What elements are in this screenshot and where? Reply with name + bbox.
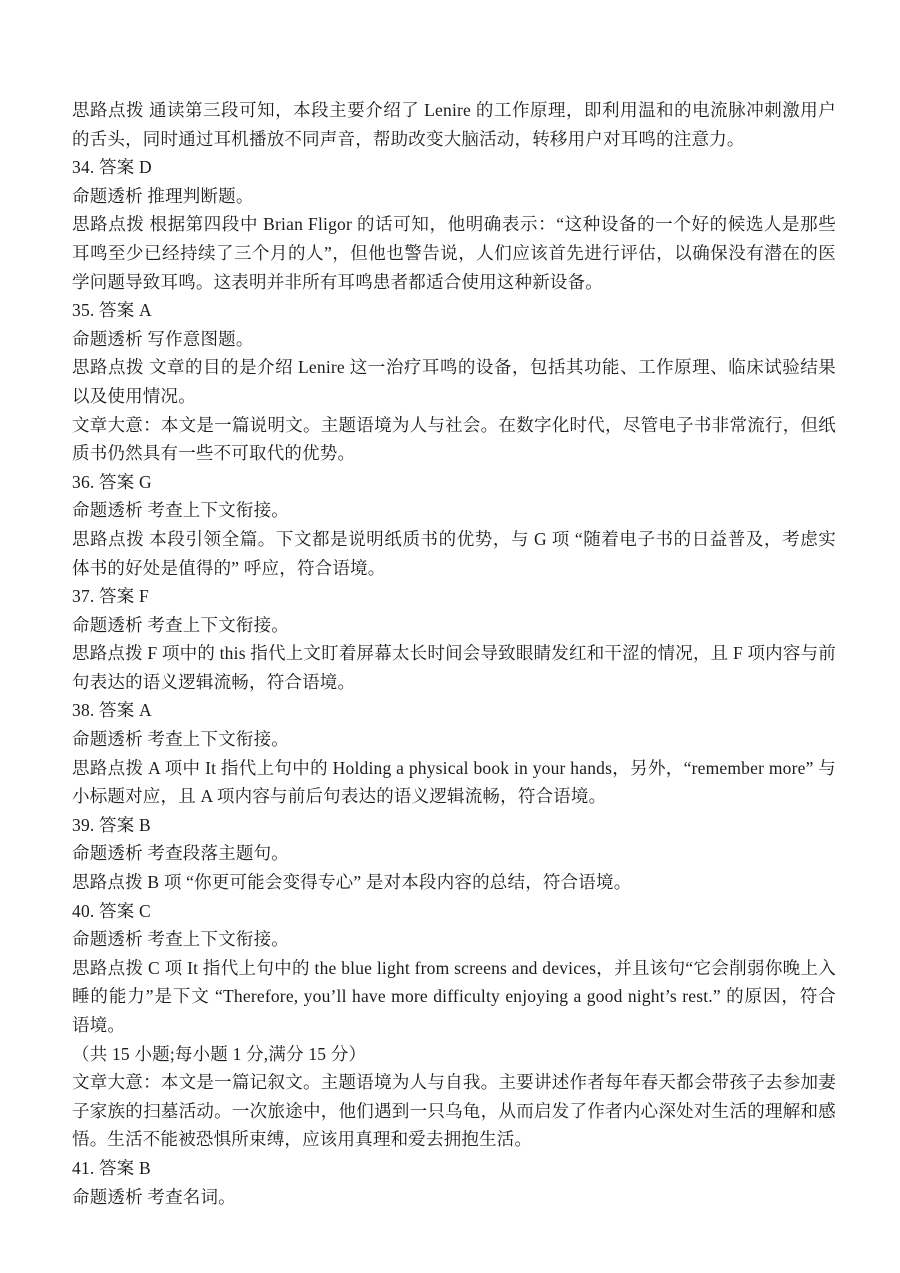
analysis-line-38: 命题透析 考查上下文衔接。 [72,729,289,750]
tip-line-37: 思路点拨 F 项中的 this 指代上文盯着屏幕太长时间会导致眼睛发红和干涩的情况，且 F 项内容与前句表达的语义逻辑流畅，符合语境。 [72,643,836,692]
tip-line-38: 思路点拨 A 项中 It 指代上句中的 Holding a physical book in your hands，另外，“remember more” 与小标题对应，且 A 项内容与前后句表达的语义逻辑流畅，符合语境。 [72,757,836,807]
tip-line-36: 思路点拨 本段引领全篇。下文都是说明纸质书的优势，与 G 项 “随着电子书的日益普及，考虑实体书的好处是值得的” 呼应，符合语境。 [72,528,836,578]
answer-line-40: 40. 答案 C [72,900,151,921]
tip-line-34: 思路点拨 根据第四段中 Brian Fligor 的话可知，他明确表示：“这种设备的一个好的候选人是那些耳鸣至少已经持续了三个月的人”，但他也警告说，人们应该首先进行评估，以确保没有潜在的医学问题导致耳鸣。这表明并非所有耳鸣患者都适合使用这种新设备。 [72,214,836,292]
answer-line-36: 36. 答案 G [72,471,152,492]
analysis-line-36: 命题透析 考查上下文衔接。 [72,500,289,521]
tip-line-40: 思路点拨 C 项 It 指代上句中的 the blue light from screens and devices，并且该句“它会削弱你晚上入睡的能力”是下文 “Therefore, you’ll have more difficulty enjoying a good night’s rest.” 的原因，符合语境。 [72,957,836,1035]
analysis-line-41: 命题透析 考查名词。 [72,1186,236,1207]
answer-line-37: 37. 答案 F [72,586,149,607]
analysis-line-37: 命题透析 考查上下文衔接。 [72,614,289,635]
analysis-line-35: 命题透析 写作意图题。 [72,328,254,349]
score-note: （共 15 小题;每小题 1 分,满分 15 分） [72,1043,367,1064]
answer-line-34: 34. 答案 D [72,157,152,178]
analysis-line-39: 命题透析 考查段落主题句。 [72,843,289,864]
tip-line-39: 思路点拨 B 项 “你更可能会变得专心” 是对本段内容的总结，符合语境。 [72,872,632,893]
answer-line-38: 38. 答案 A [72,700,152,721]
answer-line-35: 35. 答案 A [72,300,152,321]
tip-line-q33: 思路点拨 通读第三段可知，本段主要介绍了 Lenire 的工作原理，即利用温和的电流脉冲刺激用户的舌头，同时通过耳机播放不同声音，帮助改变大脑活动，转移用户对耳鸣的注意力。 [72,100,836,149]
answer-line-41: 41. 答案 B [72,1157,151,1178]
passage-summary-2: 文章大意：本文是一篇记叙文。主题语境为人与自我。主要讲述作者每年春天都会带孩子去参加妻子家族的扫墓活动。一次旅途中，他们遇到一只乌龟，从而启发了作者内心深处对生活的理解和感悟。生活不能被恐惧所束缚，应该用真理和爱去拥抱生活。 [72,1072,836,1150]
analysis-line-34: 命题透析 推理判断题。 [72,185,254,206]
tip-line-35: 思路点拨 文章的目的是介绍 Lenire 这一治疗耳鸣的设备，包括其功能、工作原理、临床试验结果以及使用情况。 [72,357,836,406]
answer-line-39: 39. 答案 B [72,814,151,835]
analysis-line-40: 命题透析 考查上下文衔接。 [72,929,289,950]
passage-summary-1: 文章大意：本文是一篇说明文。主题语境为人与社会。在数字化时代，尽管电子书非常流行，但纸质书仍然具有一些不可取代的优势。 [72,414,836,464]
